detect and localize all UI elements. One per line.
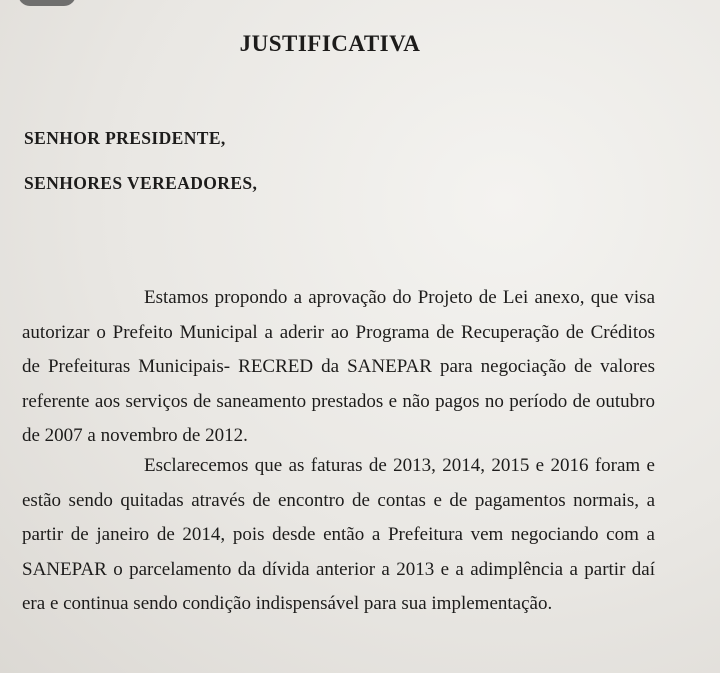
salutation-councillors: SENHORES VEREADORES, bbox=[24, 173, 258, 193]
paragraph-1-text: Estamos propondo a aprovação do Projeto de Lei anexo, que visa autorizar o Prefeito Municipal a aderir ao Programa de Recuperação de Créditos de Prefeituras Municipais- RECRED da SANEPAR para negociação de valores referente aos serviços de saneamento prestados e não pagos no período de outubro de 2007 a novembro de 2012. bbox=[22, 287, 655, 446]
salutation-president: SENHOR PRESIDENTE, bbox=[24, 128, 226, 148]
paragraph-2 bbox=[22, 449, 655, 622]
paragraph-2-text: Esclarecemos que as faturas de 2013, 2014, 2015 e 2016 foram e estão sendo quitadas através de encontro de contas e de pagamentos normais, a partir de janeiro de 2014, pois desde então a Prefeitura vem negociando com a SANEPAR o parcelamento da dívida anterior a 2013 e a adimplência a partir daí era e continua sendo condição indispensável para sua implementação. bbox=[22, 455, 655, 614]
page-edge-shadow bbox=[18, 0, 76, 6]
document-title: JUSTIFICATIVA bbox=[239, 31, 421, 56]
paragraph-1 bbox=[22, 281, 655, 454]
